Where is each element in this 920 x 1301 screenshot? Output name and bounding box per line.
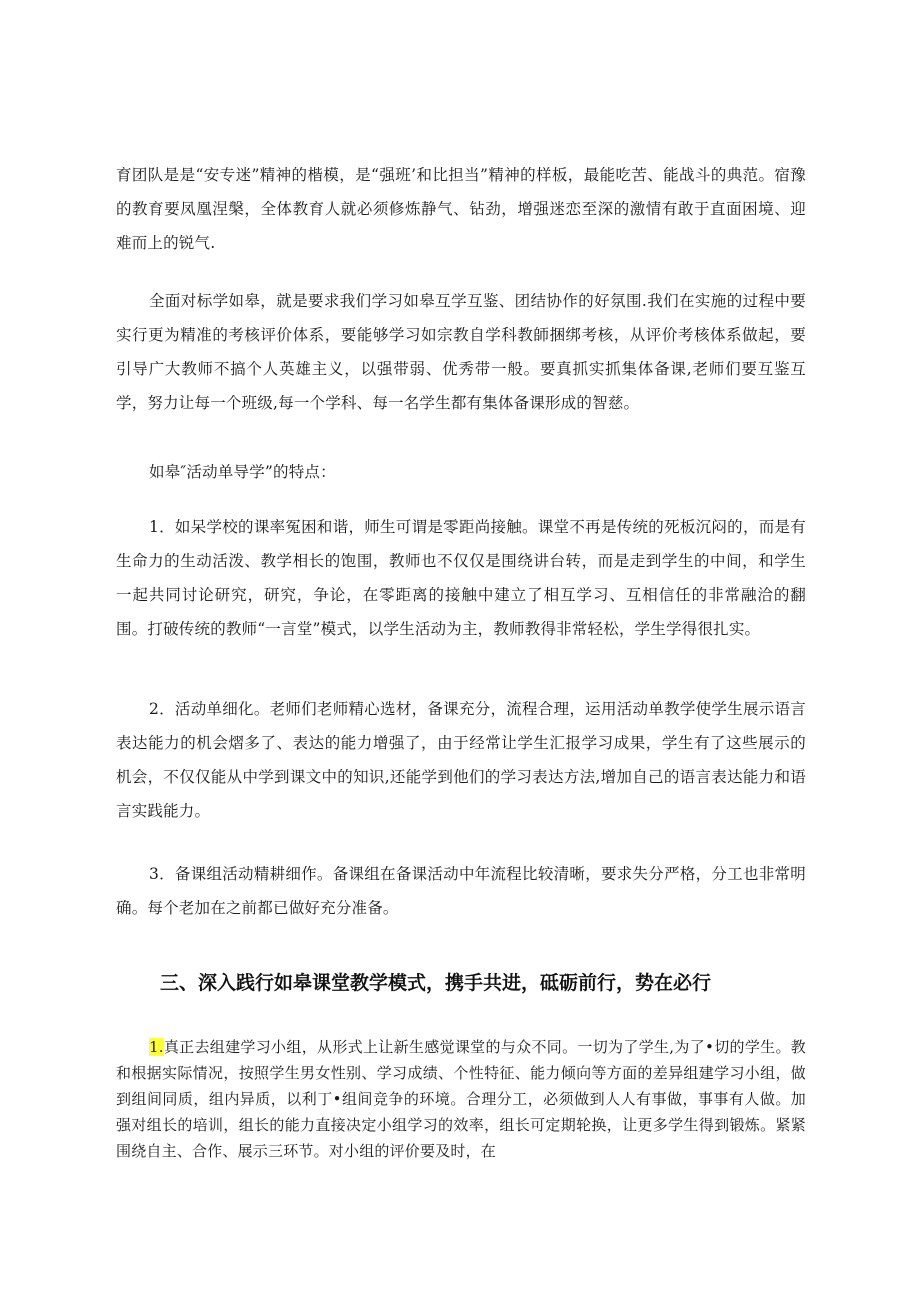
paragraph-1: 育团队是是“安专迷”精神的楷模，是“强班’和比担当”精神的样板，最能吃苦、能战斗的典范。宿豫的教育要凤凰涅槃，全体教育人就必须修炼静气、钻劲，增强迷恋至深的激情有敢于直面困境、迎难而上的锐气.: [116, 166, 806, 252]
paragraph-7-text: 真正去组建学习小组，从形式上让新生感觉课堂的与众不同。一切为了学生,为了•切的学生。教和根据实际情况，按照学生男女性别、学习成绩、个性特征、能力倾向等方面的差异组建学习小组，做到组间同质，组内异质，以利丁•组间竞争的环境。合理分工，必须做到人人有事做，事事有人做。加强对组长的培训，组长的能力直接决定小组学习的效率，组长可定期轮换，让更多学生得到锻炼。紧紧围绕自主、合作、展示三环节。对小组的评价要及时，在: [116, 1038, 806, 1160]
paragraph-7: [116, 1034, 806, 1164]
section-heading: 三、深入践行如皋课堂教学模式，携手共进，砥砺前行，势在必行: [160, 972, 712, 994]
highlighted-list-marker: 1.: [149, 1038, 164, 1056]
paragraph-3: 如皋″活动单导学”的特点：: [149, 463, 336, 481]
paragraph-5: 2．活动单细化。老师们老师精心选材，备课充分，流程合理，运用活动单教学使学生展示语言表达能力的机会熠多了、表达的能力增强了，由于经常让学生汇报学习成果，学生有了这些展示的机会，不仅仅能从中学到课文中的知识,还能学到他们的学习表达方法,增加自己的语言表达能力和语言实践能力。: [116, 700, 806, 820]
paragraph-4: 1．如呆学校的课率冤困和谐，师生可谓是零距尚接触。课堂不再是传统的死板沉闷的，而是有生命力的生动活泼、教学相长的饱围，教师也不仅仅是围绕讲台转，而是走到学生的中间，和学生一起共同讨论研究，研究，争论，在零距离的接触中建立了相互学习、互相信任的非常融洽的翻围。打破传统的教师“一言堂”模式，以学生活动为主，教师教得非常轻松，学生学得很扎实。: [116, 518, 806, 638]
paragraph-2: 全面对标学如皋，就是要求我们学习如皋互学互鉴、团结协作的好氛围.我们在实施的过程中要实行更为精准的考核评价体系，要能够学习如宗教自学科教師捆绑考核，从评价考核体系做起，要引导广大教师不搞个人英雄主义，以强带弱、优秀带一般。要真抓实抓集体备课,老师们要互鉴互学，努力让每一个班级,每一个学科、每一名学生都有集体备课形成的智慈。: [116, 292, 806, 412]
paragraph-6: 3．备课组活动精耕细作。备课组在备课活动中年流程比较清晰，要求失分严格，分工也非常明确。每个老加在之前都已做好充分准备。: [116, 865, 806, 917]
